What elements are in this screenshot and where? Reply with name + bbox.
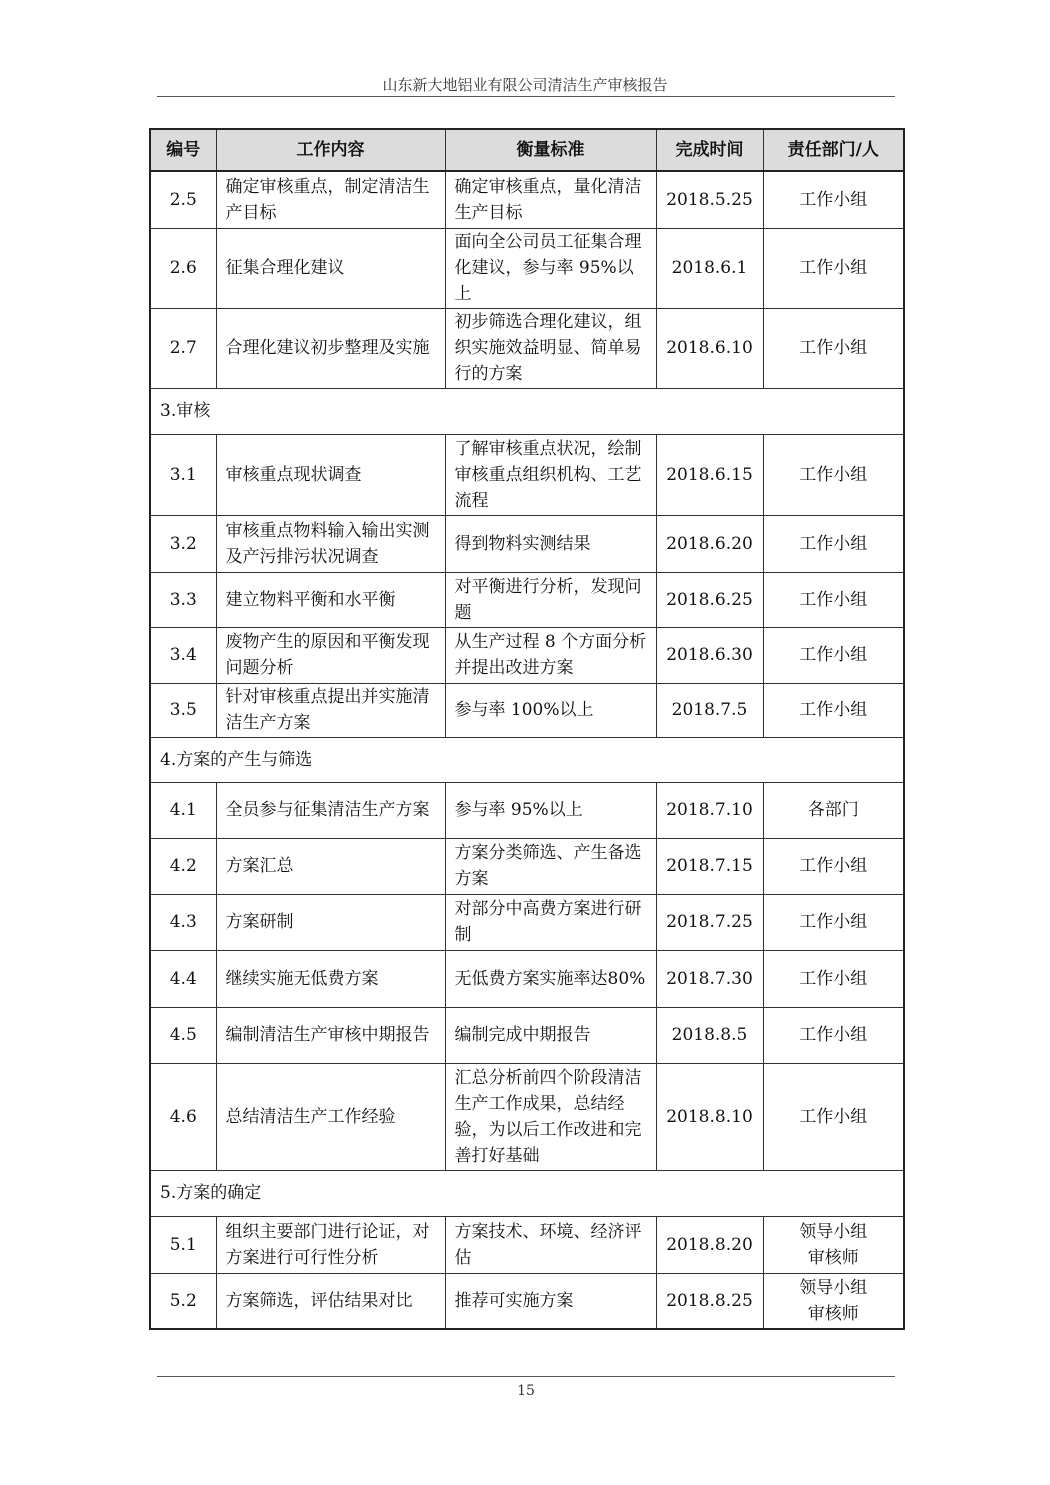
audit-schedule-table xyxy=(149,128,905,1330)
cell-standard: 得到物料实测结果 xyxy=(445,515,656,572)
footer-rule xyxy=(157,1376,895,1377)
cell-standard: 从生产过程 8 个方面分析并提出改进方案 xyxy=(445,627,656,683)
table-row xyxy=(150,894,904,950)
cell-content: 继续实施无低费方案 xyxy=(216,950,445,1007)
cell-standard: 参与率 95%以上 xyxy=(445,782,656,838)
cell-date: 2018.6.30 xyxy=(656,627,763,683)
cell-standard: 对平衡进行分析，发现问题 xyxy=(445,572,656,627)
cell-content: 合理化建议初步整理及实施 xyxy=(216,308,445,388)
table-row xyxy=(150,683,904,737)
cell-owner xyxy=(763,434,904,515)
cell-owner xyxy=(763,782,904,838)
cell-content: 审核重点物料输入输出实测及产污排污状况调查 xyxy=(216,515,445,572)
cell-num: 2.6 xyxy=(150,228,216,308)
cell-date: 2018.6.25 xyxy=(656,572,763,627)
cell-content: 审核重点现状调查 xyxy=(216,434,445,515)
cell-num: 4.2 xyxy=(150,838,216,894)
cell-owner xyxy=(763,1007,904,1063)
cell-date: 2018.8.20 xyxy=(656,1216,763,1273)
cell-standard: 参与率 100%以上 xyxy=(445,683,656,737)
cell-date: 2018.5.25 xyxy=(656,171,763,228)
cell-owner xyxy=(763,228,904,308)
owner-line: 工作小组 xyxy=(799,645,868,665)
cell-owner xyxy=(763,1063,904,1170)
cell-content: 方案筛选，评估结果对比 xyxy=(216,1273,445,1329)
cell-content: 废物产生的原因和平衡发现问题分析 xyxy=(216,627,445,683)
cell-date: 2018.6.20 xyxy=(656,515,763,572)
page-number: 15 xyxy=(517,1383,535,1399)
cell-num: 2.5 xyxy=(150,171,216,228)
cell-standard: 无低费方案实施率达80% xyxy=(445,950,656,1007)
section-row xyxy=(150,1170,904,1216)
cell-date: 2018.7.10 xyxy=(656,782,763,838)
owner-line: 工作小组 xyxy=(799,533,868,554)
cell-date: 2018.8.10 xyxy=(656,1063,763,1170)
section-label: 4.方案的产生与筛选 xyxy=(150,737,904,782)
cell-num: 3.3 xyxy=(150,572,216,627)
column-header-num: 编号 xyxy=(150,129,216,171)
cell-standard: 编制完成中期报告 xyxy=(445,1007,656,1063)
table-row xyxy=(150,171,904,228)
table-row xyxy=(150,950,904,1007)
owner-line: 工作小组 xyxy=(799,338,868,358)
cell-owner xyxy=(763,1273,904,1329)
table-row xyxy=(150,434,904,515)
column-header-owner: 责任部门/人 xyxy=(763,129,904,171)
owner-line: 工作小组 xyxy=(799,856,868,876)
owner-line: 领导小组 xyxy=(799,1221,868,1242)
owner-line: 领导小组 xyxy=(799,1277,868,1298)
cell-owner xyxy=(763,627,904,683)
table-row xyxy=(150,838,904,894)
cell-num: 3.1 xyxy=(150,434,216,515)
table-row xyxy=(150,1007,904,1063)
section-label: 5.方案的确定 xyxy=(150,1170,904,1216)
cell-num: 3.4 xyxy=(150,627,216,683)
table-header-row xyxy=(150,129,904,171)
cell-num: 4.3 xyxy=(150,894,216,950)
cell-content: 编制清洁生产审核中期报告 xyxy=(216,1007,445,1063)
cell-standard: 汇总分析前四个阶段清洁生产工作成果，总结经验，为以后工作改进和完善打好基础 xyxy=(445,1063,656,1170)
cell-content: 确定审核重点，制定清洁生产目标 xyxy=(216,171,445,228)
cell-num: 3.2 xyxy=(150,515,216,572)
owner-line: 审核师 xyxy=(807,1303,859,1324)
column-header-content: 工作内容 xyxy=(216,129,445,171)
cell-content: 方案汇总 xyxy=(216,838,445,894)
cell-owner xyxy=(763,308,904,388)
owner-line: 工作小组 xyxy=(799,912,868,932)
cell-content: 总结清洁生产工作经验 xyxy=(216,1063,445,1170)
owner-line: 工作小组 xyxy=(799,700,868,720)
cell-date: 2018.6.15 xyxy=(656,434,763,515)
table-row xyxy=(150,515,904,572)
cell-num: 3.5 xyxy=(150,683,216,737)
table-row xyxy=(150,228,904,308)
owner-line: 审核师 xyxy=(807,1247,859,1268)
cell-standard: 方案技术、环境、经济评估 xyxy=(445,1216,656,1273)
owner-line: 工作小组 xyxy=(799,1106,868,1127)
header-rule xyxy=(157,96,895,97)
owner-line: 工作小组 xyxy=(799,464,868,485)
cell-num: 5.1 xyxy=(150,1216,216,1273)
table-row xyxy=(150,1273,904,1329)
cell-owner xyxy=(763,1216,904,1273)
cell-date: 2018.7.15 xyxy=(656,838,763,894)
owner-line: 工作小组 xyxy=(799,968,868,989)
cell-standard: 初步筛选合理化建议，组织实施效益明显、简单易行的方案 xyxy=(445,308,656,388)
cell-date: 2018.7.5 xyxy=(656,683,763,737)
cell-owner xyxy=(763,838,904,894)
cell-num: 5.2 xyxy=(150,1273,216,1329)
cell-date: 2018.6.1 xyxy=(656,228,763,308)
cell-content: 方案研制 xyxy=(216,894,445,950)
owner-line: 工作小组 xyxy=(799,189,868,210)
owner-line: 各部门 xyxy=(807,800,859,820)
cell-standard: 面向全公司员工征集合理化建议，参与率 95%以上 xyxy=(445,228,656,308)
column-header-standard: 衡量标准 xyxy=(445,129,656,171)
table-row xyxy=(150,308,904,388)
cell-standard: 了解审核重点状况，绘制审核重点组织机构、工艺流程 xyxy=(445,434,656,515)
cell-standard: 方案分类筛选、产生备选方案 xyxy=(445,838,656,894)
cell-owner xyxy=(763,950,904,1007)
table-row xyxy=(150,627,904,683)
column-header-date: 完成时间 xyxy=(656,129,763,171)
cell-content: 征集合理化建议 xyxy=(216,228,445,308)
table-row xyxy=(150,572,904,627)
table-row xyxy=(150,1216,904,1273)
section-label: 3.审核 xyxy=(150,388,904,434)
section-row xyxy=(150,388,904,434)
cell-owner xyxy=(763,894,904,950)
cell-num: 4.6 xyxy=(150,1063,216,1170)
cell-date: 2018.7.25 xyxy=(656,894,763,950)
cell-num: 2.7 xyxy=(150,308,216,388)
owner-line: 工作小组 xyxy=(799,1025,868,1045)
cell-date: 2018.8.5 xyxy=(656,1007,763,1063)
cell-num: 4.1 xyxy=(150,782,216,838)
cell-content: 建立物料平衡和水平衡 xyxy=(216,572,445,627)
cell-date: 2018.7.30 xyxy=(656,950,763,1007)
cell-owner xyxy=(763,572,904,627)
cell-num: 4.4 xyxy=(150,950,216,1007)
cell-owner xyxy=(763,515,904,572)
section-row xyxy=(150,737,904,782)
cell-content: 组织主要部门进行论证，对方案进行可行性分析 xyxy=(216,1216,445,1273)
owner-line: 工作小组 xyxy=(799,258,868,278)
cell-standard: 推荐可实施方案 xyxy=(445,1273,656,1329)
running-header: 山东新大地铝业有限公司清洁生产审核报告 xyxy=(382,76,668,94)
cell-num: 4.5 xyxy=(150,1007,216,1063)
cell-content: 针对审核重点提出并实施清洁生产方案 xyxy=(216,683,445,737)
owner-line: 工作小组 xyxy=(799,589,868,610)
table-body xyxy=(150,171,904,1329)
cell-owner xyxy=(763,171,904,228)
cell-standard: 对部分中高费方案进行研制 xyxy=(445,894,656,950)
table-row xyxy=(150,782,904,838)
table-row xyxy=(150,1063,904,1170)
cell-date: 2018.6.10 xyxy=(656,308,763,388)
cell-date: 2018.8.25 xyxy=(656,1273,763,1329)
cell-owner xyxy=(763,683,904,737)
cell-content: 全员参与征集清洁生产方案 xyxy=(216,782,445,838)
cell-standard: 确定审核重点，量化清洁生产目标 xyxy=(445,171,656,228)
